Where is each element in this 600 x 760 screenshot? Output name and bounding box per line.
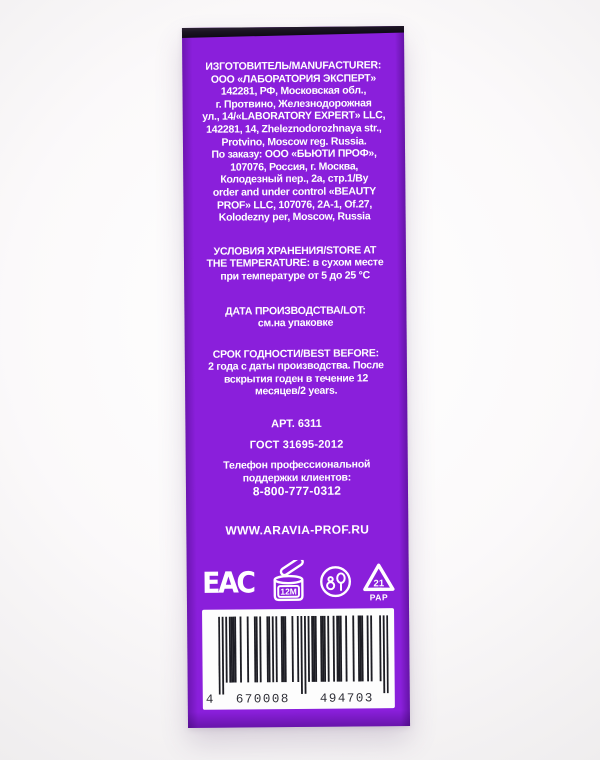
manufacturer-line: 107076, Россия, г. Москва,: [230, 160, 359, 174]
svg-text:21: 21: [373, 577, 385, 589]
manufacturer-section: [195, 59, 392, 224]
certification-icons-row: [200, 558, 396, 606]
shelf-life-line: вскрытия годен в течение 12: [223, 372, 369, 386]
production-date-section: [197, 304, 393, 331]
storage-line: THE TEMPERATURE: в сухом месте: [206, 256, 384, 271]
production-date-heading: ДАТА ПРОИЗВОДСТВА/LOT:: [225, 303, 366, 318]
manufacturer-line: order and under control «BEAUTY: [212, 185, 377, 199]
shelf-life-line: месяцев/2 years.: [254, 385, 338, 398]
recycling-mark: [362, 562, 396, 602]
shelf-life-line: 2 года с даты производства. После: [207, 359, 384, 374]
shelf-life-heading: СРОК ГОДНОСТИ/BEST BEFORE:: [212, 346, 379, 361]
manufacturer-line: PROF» LLC, 107076, 2A-1, Of.27,: [216, 197, 373, 212]
eac-mark-icon: EAC: [202, 565, 254, 600]
manufacturer-line: ООО «ЛАБОРАТОРИЯ ЭКСПЕРТ»: [210, 71, 377, 86]
barcode-digits-right: 494703: [319, 691, 374, 707]
recycling-triangle-icon: [362, 562, 396, 592]
barcode-digits: [203, 689, 395, 707]
production-date-body: см.на упаковке: [257, 316, 334, 330]
manufacturer-line: 142281, 14, Zheleznodorozhnaya str.,: [206, 122, 382, 136]
barcode-digit-first: 4: [205, 692, 214, 708]
support-phone: 8-800-777-0312: [252, 483, 342, 499]
storage-line: при температуре от 5 до 25 °С: [220, 269, 370, 283]
article-number: АРТ. 6311: [271, 417, 322, 431]
period-after-opening-icon: [269, 560, 309, 604]
manufacturer-heading: ИЗГОТОВИТЕЛЬ/MANUFACTURER:: [205, 59, 382, 73]
barcode-digits-left: 670008: [235, 692, 290, 707]
manufacturer-line: Protvino, Moscow reg. Russia.: [221, 134, 367, 149]
recycling-material-label: PAP: [369, 591, 389, 602]
manufacturer-line: Kolodezny per, Moscow, Russia: [218, 210, 371, 224]
storage-heading: УСЛОВИЯ ХРАНЕНИЯ/STORE AT: [213, 244, 377, 258]
support-section: [199, 458, 395, 499]
support-line: Телефон профессиональной: [223, 458, 371, 472]
manufacturer-line: г. Протвино, Железнодорожная: [215, 97, 372, 111]
manufacturer-line: 142281, РФ, Московская обл.,: [220, 84, 367, 98]
cosmetics-pictogram-icon: [317, 564, 353, 600]
manufacturer-line: По заказу: ООО «БЬЮТИ ПРОФ»,: [211, 147, 377, 161]
box-top-edge: [182, 26, 406, 38]
svg-text:12M: 12M: [280, 586, 297, 597]
barcode-label: [202, 608, 395, 710]
gost-standard: ГОСТ 31695-2012: [249, 438, 344, 452]
manufacturer-line: ул., 14/«LABORATORY EXPERT» LLC,: [202, 109, 386, 124]
manufacturer-line: Колодезный пер., 2а, стр.1/By: [220, 172, 369, 186]
product-box-back-panel: [182, 26, 410, 728]
label-panel: [182, 37, 410, 728]
ean13-barcode: [218, 615, 389, 694]
website-url: WWW.ARAVIA-PROF.RU: [225, 522, 370, 538]
shelf-life-section: [198, 347, 394, 399]
storage-section: [197, 244, 393, 283]
support-line: поддержки клиентов:: [242, 471, 352, 485]
